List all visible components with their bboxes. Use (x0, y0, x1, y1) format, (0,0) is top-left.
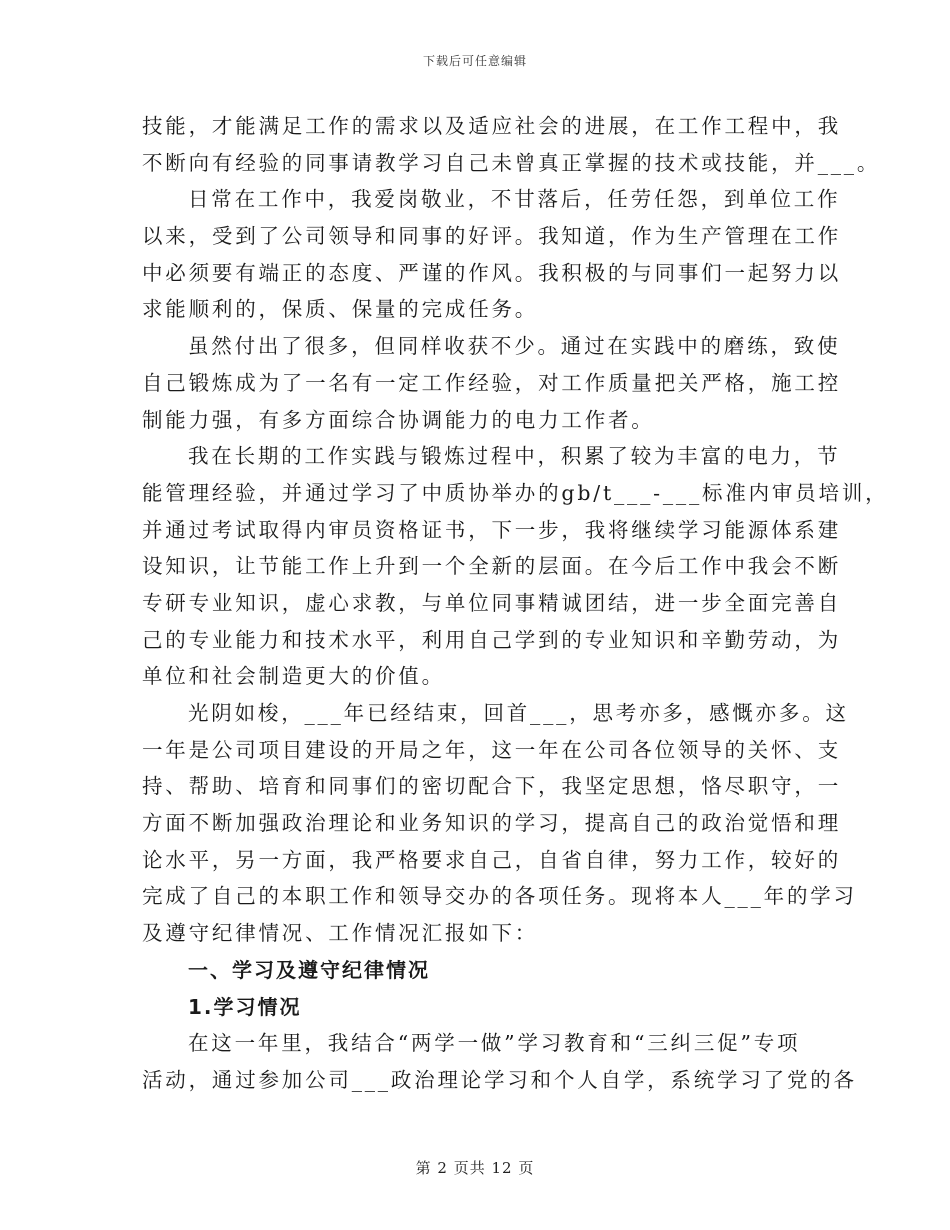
page-number-footer: 第 2 页共 12 页 (415, 1159, 535, 1177)
text-line: 制能力强，有多方面综合协调能力的电力工作者。 (142, 407, 655, 432)
text-line: 求能顺利的，保质、保量的完成任务。 (142, 297, 539, 322)
text-line: 能管理经验，并通过学习了中质协举办的gb/t___-___标准内审员培训， (142, 480, 889, 505)
text-line: 以来，受到了公司领导和同事的好评。我知道，作为生产管理在工作 (142, 224, 841, 249)
text-line: 不断向有经验的同事请教学习自己未曾真正掌握的技术或技能，并___。 (142, 150, 881, 175)
text-line: 中必须要有端正的态度、严谨的作风。我积极的与同事们一起努力以 (142, 260, 841, 285)
text-line: 己的专业能力和技术水平，利用自己学到的专业知识和辛勤劳动，为 (142, 627, 841, 652)
text-line: 设知识，让节能工作上升到一个全新的层面。在今后工作中我会不断 (142, 554, 841, 579)
text-line: 专研专业知识，虚心求教，与单位同事精诚团结，进一步全面完善自 (142, 590, 841, 615)
text-line: 自己锻炼成为了一名有一定工作经验，对工作质量把关严格，施工控 (142, 370, 841, 395)
text-line: 一年是公司项目建设的开局之年，这一年在公司各位领导的关怀、支 (142, 737, 841, 762)
text-line: 活动，通过参加公司___政治理论学习和个人自学，系统学习了党的各 (142, 1067, 857, 1092)
text-line: 及遵守纪律情况、工作情况汇报如下： (142, 921, 539, 946)
paragraph-start: 日常在工作中，我爱岗敬业，不甘落后，任劳任怨，到单位工作 (188, 187, 841, 212)
paragraph-start: 在这一年里，我结合“两学一做”学习教育和“三纠三促”专项 (188, 1031, 801, 1056)
text-line: 论水平，另一方面，我严格要求自己，自省自律，努力工作，较好的 (142, 847, 841, 872)
paragraph-start: 虽然付出了很多，但同样收获不少。通过在实践中的磨练，致使 (188, 334, 841, 359)
text-line: 方面不断加强政治理论和业务知识的学习，提高自己的政治觉悟和理 (142, 811, 841, 836)
text-line: 技能，才能满足工作的需求以及适应社会的进展，在工作工程中，我 (142, 114, 841, 138)
paragraph-start: 光阴如梭，___年已经结束，回首___，思考亦多，感慨亦多。这 (188, 701, 849, 725)
document-body (142, 108, 889, 1099)
page-header: 下载后可任意编辑 (422, 54, 527, 68)
subsection-heading: 1.学习情况 (188, 994, 302, 1019)
text-line: 完成了自己的本职工作和领导交办的各项任务。现将本人___年的学习 (142, 884, 857, 909)
section-heading: 一、学习及遵守纪律情况 (188, 957, 430, 982)
text-line: 持、帮助、培育和同事们的密切配合下，我坚定思想，恪尽职守，一 (142, 774, 841, 799)
text-line: 单位和社会制造更大的价值。 (142, 664, 445, 689)
paragraph-start: 我在长期的工作实践与锻炼过程中，积累了较为丰富的电力，节 (188, 444, 841, 469)
text-line: 并通过考试取得内审员资格证书，下一步，我将继续学习能源体系建 (142, 517, 841, 542)
